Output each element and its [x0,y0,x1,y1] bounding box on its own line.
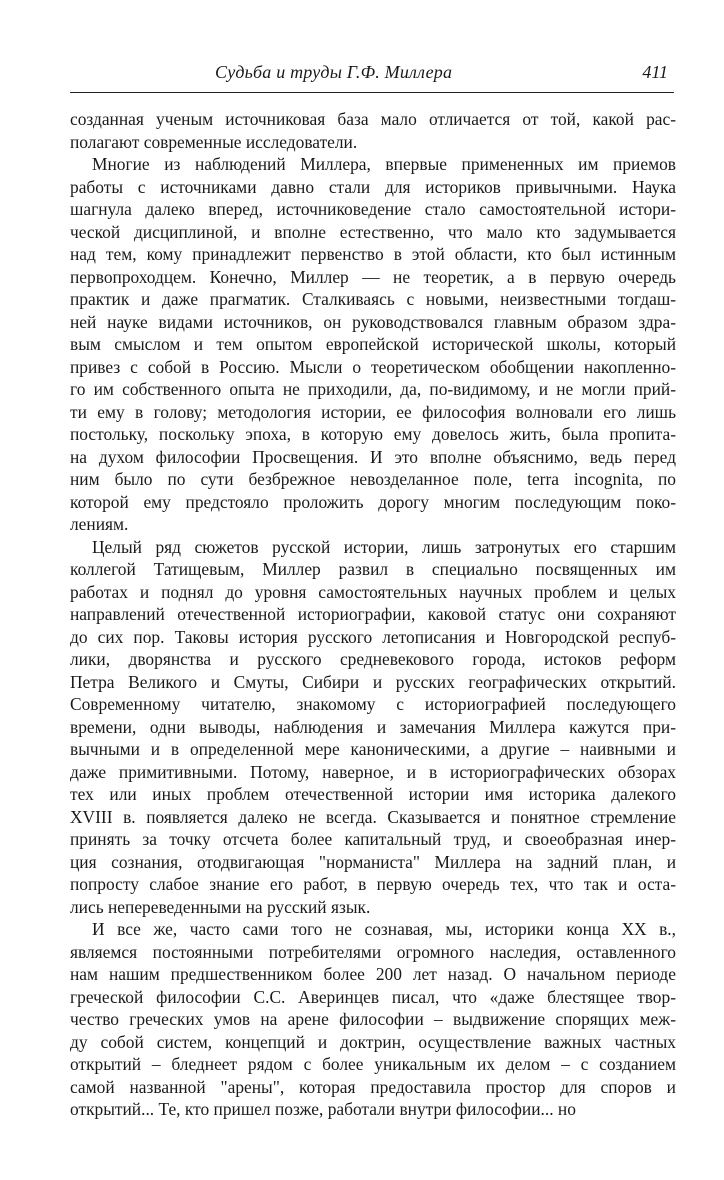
paragraph [70,918,676,1121]
text-line: ти ему в голову; методология истории, ее философия волновали его лишь [70,401,676,422]
text-line: времени, одни выводы, наблюдения и замечания Миллера кажутся при- [70,716,676,737]
text-line: коллегой Татищевым, Миллер развил в специально посвященных им [70,559,676,579]
text-line: вычными и в определенной мере каноническими, а другие – наивными и [70,739,676,759]
text-line: Целый ряд сюжетов русской истории, лишь затронутых его старшим [92,536,676,557]
text-line: лениям. [70,514,129,534]
text-line: ция сознания, отодвигающая "норманиста" Миллера на задний план, и [70,851,676,872]
text-line: открытий – бледнеет рядом с более уникальным их делом – с созданием [70,1054,676,1074]
text-line: над тем, кому принадлежит первенство в этой области, кто был истинным [70,244,676,264]
text-line: созданная ученым источниковая база мало отличается от той, какой рас- [70,109,676,129]
text-line: попросту слабое знание его работ, в первую очередь тех, что так и оста- [70,874,676,894]
text-line: И все же, часто сами того не сознавая, мы, историки конца XX в., [92,919,676,939]
text-line: самой названной "арены", которая предоставила простор для споров и [70,1076,676,1097]
text-line: ческой дисциплиной, и вполне естественно, что мало кто задумывается [70,221,676,242]
paragraph [70,153,676,536]
text-line: работах и поднял до уровня самостоятельных научных проблем и целых [70,581,676,602]
text-line: го им собственного опыта не приходили, да, по-видимому, и не могли прий- [70,379,676,399]
text-line: открытий... Те, кто пришел позже, работали внутри философии... но [70,1099,576,1119]
text-line: практик и даже прагматик. Сталкиваясь с новыми, неизвестными тогдаш- [70,289,676,309]
text-line: лись непереведенными на русский язык. [70,896,371,917]
running-title: Судьба и труды Г.Ф. Миллера [215,62,453,82]
text-line: являемся постоянными потребителями огромного наследия, оставленного [70,941,676,962]
text-line: на духом философии Просвещения. И это вполне объяснимо, ведь перед [70,446,676,467]
text-line: работы с источниками давно стали для историков привычными. Наука [70,176,676,197]
text-line: привез с собой в Россию. Мысли о теоретическом обобщении накопленно- [70,356,676,377]
text-line: ней науке видами источников, он руководствовался главным образом здра- [70,311,676,332]
text-line: Многие из наблюдений Миллера, впервые примененных им приемов [92,154,676,174]
text-line: до сих пор. Таковы история русского летописания и Новгородской респуб- [70,626,676,647]
text-line: греческой философии С.С. Аверинцев писал, что «даже блестящее твор- [70,986,676,1007]
text-line: лики, дворянства и русского средневекового города, истоков реформ [70,649,676,669]
text-line: даже примитивными. Потому, наверное, и в историографических обзорах [70,761,676,782]
text-line: XVIII в. появляется далеко не всегда. Сказывается и понятное стремление [70,806,676,827]
text-line: чество греческих умов на арене философии – выдвижение спорящих меж- [70,1009,676,1029]
text-line: Петра Великого и Смуты, Сибири и русских географических открытий. [70,671,676,692]
text-line: нам нашим предшественником более 200 лет назад. О начальном периоде [70,964,676,984]
text-line: направлений отечественной историографии, каковой статус они сохраняют [70,604,676,624]
text-line: шагнула далеко вперед, источниковедение стало самостоятельной истори- [70,199,676,219]
text-line: Современному читателю, знакомому с историографией последующего [70,694,676,714]
text-line: вым смыслом и тем опытом европейской исторической школы, который [70,334,676,354]
text-line: ду собой систем, концепций и доктрин, осуществление важных частных [70,1031,676,1052]
text-line: тех или иных проблем отечественной истории имя историка далекого [70,784,676,804]
running-header [70,58,674,93]
text-line: полагают современные исследователи. [70,131,358,152]
body-text [70,108,676,1121]
paragraph [70,108,676,153]
text-line: принять за точку отсчета более капитальный труд, и своеобразная инер- [70,829,676,849]
text-line: которой ему предстояло проложить дорогу многим последующим поко- [70,491,676,512]
page-number: 411 [642,62,668,82]
paragraph [70,536,676,919]
text-line: постольку, поскольку эпоха, в которую ему довелось жить, была пропита- [70,424,676,444]
text-line: ним было по сути безбрежное невозделанное поле, terra incognita, по [70,469,676,489]
text-line: первопроходцем. Конечно, Миллер — не теоретик, а в первую очередь [70,266,676,287]
